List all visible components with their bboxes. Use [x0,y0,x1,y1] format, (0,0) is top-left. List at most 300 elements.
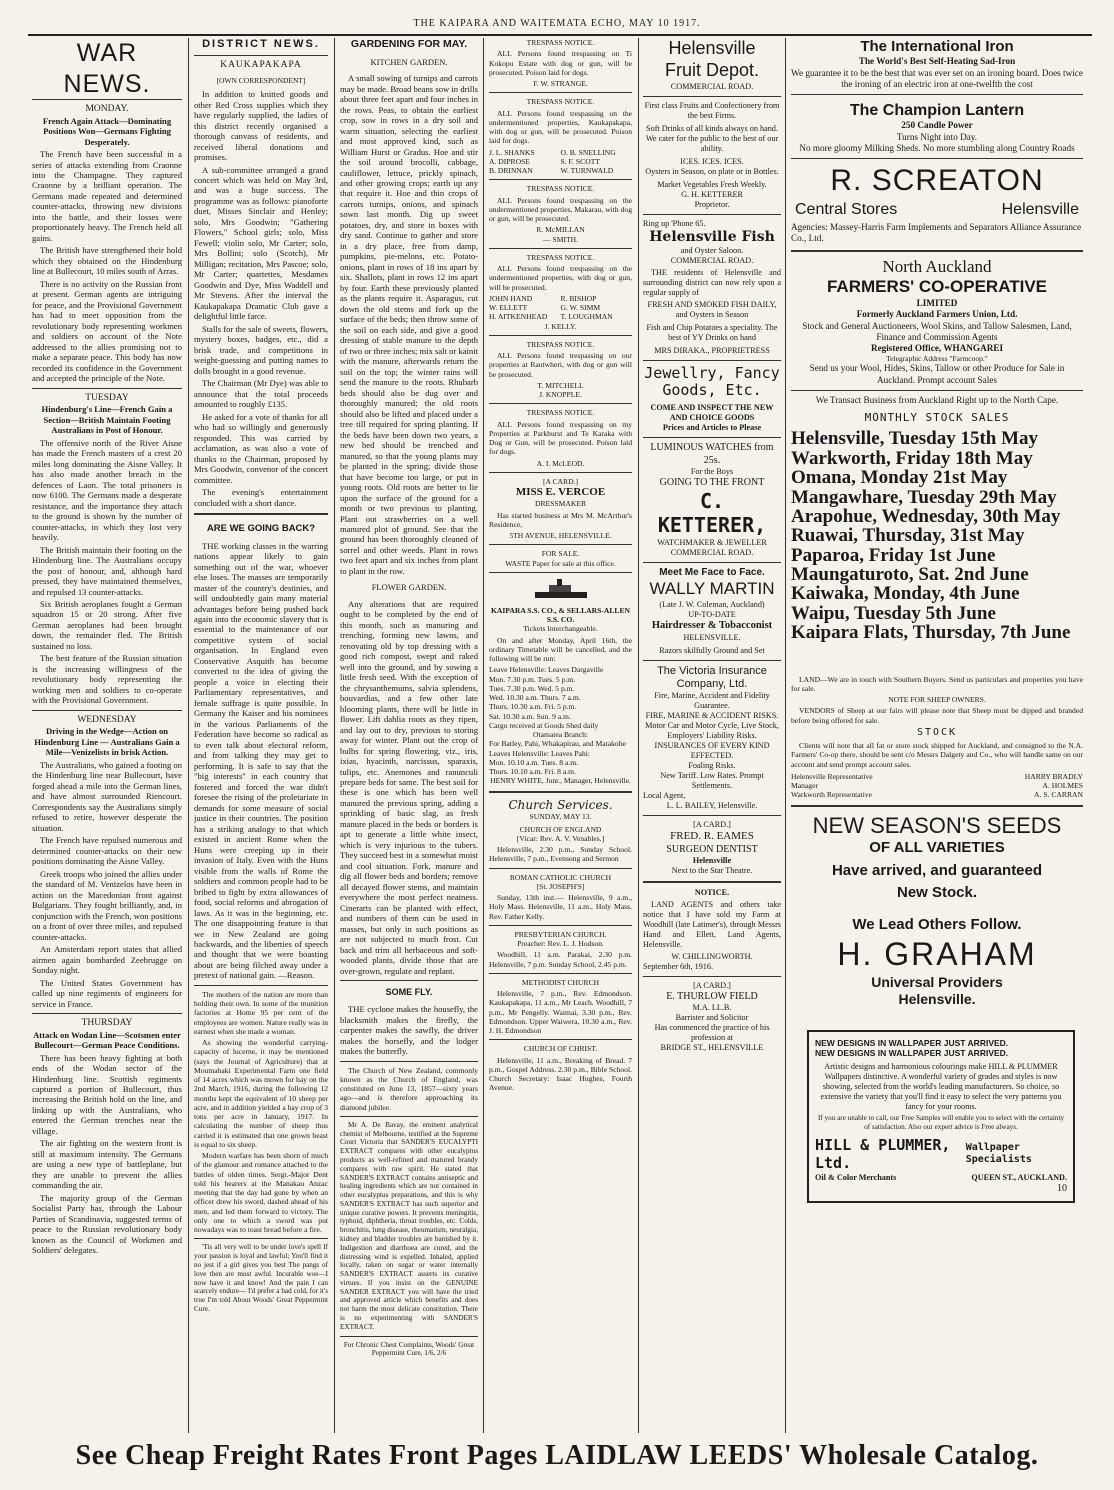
paragraph: There is no activity on the Russian front at present. German agents are intriguing for peace, and the Provisional Government has had to meet opposition from the revolutionary body representing workmen and soldiers on account of the Note addressed to the allies promising not to make a separate peace. This body has now recorded its confidence in the Government and accepted the principle of the Note. [32,278,182,384]
day-monday: MONDAY. [85,104,129,114]
ad-text: Prices and Articles to Please [662,423,762,433]
sale-item: Helensville, Tuesday 15th May [791,428,1039,450]
paragraph: The French have repulsed numerous and determined counter-attacks on their new positions dominating the Aisne Valley. [32,835,182,867]
notice-text: ALL Persons found trespassing on Ti Kokopu Estate with dog or gun, will be prosecuted. Poison laid for dogs. [489,49,632,77]
ad-text: Proprietor. [694,199,730,209]
ad-text: If you are unable to call, our Free Samples will enable you to select with the certainty of satisfaction. Also our expert advice is Free always. [817,1114,1065,1132]
paragraph: Greek troops who joined the allies under the standard of M. Venizelos have been in action on the Macedonian front against Bulgarians. They fought brilliantly, and, in conjunction with the French, won positions on a front of over three miles, and repulsed counter-attacks. [32,868,182,942]
ad-text: Turns Night into Day. [896,131,978,142]
divider [643,437,781,438]
divider [489,92,632,93]
divider [194,513,328,515]
ad-text: Helensville [692,855,732,865]
divider [489,925,632,926]
trespass-title: TRESPASS NOTICE. [526,38,595,47]
ad-text: and Oyster Saloon. [680,245,744,255]
card-label: [A CARD.] [693,820,731,830]
for-sale-title: FOR SALE. [541,549,580,559]
ad-text: NEW DESIGNS IN WALLPAPER JUST ARRIVED. [815,1048,1009,1059]
ad-text: Oil & Color Merchants [815,1172,897,1182]
church-name: METHODIST CHURCH [521,977,600,987]
ad-text: LUMINOUS WATCHES from 25s. [650,442,774,466]
name: J. KELLY. [544,321,577,331]
ad-text: L. L. BAILEY, Helensville. [666,801,758,811]
rep-role: Warkworth Representative [791,790,872,800]
sale-item: Mangawhare, Tuesday 29th May [791,486,1057,508]
subheading: KITCHEN GARDEN. [370,56,448,67]
sale-item: Kaiwaka, Monday, 4th June [791,583,1020,605]
vercoe-address: 5TH AVENUE, HELENSVILLE. [509,531,612,541]
name: H. AITKENHEAD [489,312,548,322]
ad-text: Stock and General Auctioneers, Wool Skins, and Tallow Salesmen, Land, Finance and Commission Agents [802,320,1072,342]
name: — SMITH. [542,234,579,244]
shipping-cargo: Cargo received at Goods Shed daily [489,720,599,730]
ad-text: Foaling Risks. [688,761,736,771]
divider [643,976,781,977]
ad-text: Send us your Wool, Hides, Skins, Tallow or other Produce for Sale in Auckland. Prompt account Sales [809,363,1065,385]
notice-date: September 6th, 1916. [643,961,714,971]
shipping-signature: HENRY WHITE, Junr., Manager, Helensville. [490,776,631,786]
address: BRIDGE ST., HELENSVILLE [660,1043,764,1053]
ad-text: We Lead Others Follow. [852,916,1022,934]
monthly-sales-title: MONTHLY STOCK SALES [864,411,1010,425]
going-back-title: ARE WE GOING BACK? [206,523,316,535]
rep-row [791,790,1083,799]
paragraph: He asked for a vote of thanks for all who had so willingly and generously responded. This was carried by acclamation, as was also a vote of thanks to the Chairman, proposed by Mrs Goodwin, convenor of the concert committee. [194,411,328,485]
jewellry-title: Jewellry, Fancy Goods, Etc. [644,363,780,400]
divider [489,179,632,180]
ad-text: Ring up 'Phone 65. [643,218,706,228]
trespass-title: TRESPASS NOTICE. [526,339,595,349]
shipping-sub: Tickets Interchangeable. [523,624,598,634]
paragraph: A small sowing of turnips and carrots may be made. Broad beans sow in drills about three feet apart and four inches in the rows. Peas, to obtain the earliest crop, sow in rows in a dry soil and warm situation, selecting the earliest and most approved kind, such as William Hurst or Gradus. Hoe and stir the soil around brocolli, cabbage, cauliflower, lettuce, prickly spinach, and other growing crops; earth up any that require it. Hoe and thin crops of carrots turnips, onions, and spinach sown last month. Dig up sweet potatoes, dry, and store in boxes with dry sand. Continue to gather and store in a dry place, free from damp, pumpkins, pie-melons, etc. Potato-onions, plant in rows of 18 ins apart by six. Shallots, plant in rows 12 ins apart by four. Earth these previously planted as the plants require it. Asparagus, cut down the old stems and fork up the surface of the beds; then throw some of the soil on each side, and give a good dressing of stable manure to the depth of two or three inches; mix salt or kainit with the manure, afterwards return the soil on the top; the winter rains will send the manure to the roots. Rhubarb beds should also be dug over and thoroughly manured; the old roots should also be lifted and placed under a tree till required for spring planting. If the beds have been down two years, a new bed should be trenched and manured, so that the young plants may be planted in the spring; divide those that have become too large, or put in young roots. Old roots are better to lie upon the surface of the ground for a month or two previous to planting. Plant out strawberries on a well manured plot of ground. See that the ground has been thoroughly cleaned of sorrel and other weeds. Plant in rows two feet apart and six inches from plant to plant in the row. [340,73,478,576]
ad-text: Soft Drinks of all kinds always on hand. [646,123,778,133]
paragraph: THE working classes in the warring nations appear likely to gain something out of the war, whoever else loses. The masses are temporarily master of the country's destinies, and will undoubtedly gain many material advantages before being pushed back again into the economic slavery that is essential to the maintenance of our competitive system of social organisation. In England even Conservative Asquith has become converted to the idea of giving the people a voice in electing their Parliamentary representatives, and female suffrage is quite possible. In Germany the Kaiser and his nominees in the various Parliaments of the Federation have become so radical as to even talk about electoral reform, and from talking they may get to performing. It is safe to say that the "big interests" in each country that fostered and forced the war didn't foresee the rising of the proletariate in demands for some measure of social justice in their countries. The position has a striking analogy to that which existed in ancient Rome when the Huns were creeping up in their invasion of Italy. Even with the Huns visible from the walls of Rome the soldiers and common people had to be bribed to fight by extra allowances of food, social reforms and abrogation of laws. As it was in the beginning, etc. The one disappointing feature is that we in New Zealand are going backwards, and the liberties of speech and thought that we were boasting about are being filched away under a pretext of national gain. —Reason. [194,540,328,981]
divider [643,214,781,215]
ad-text: UP-TO-DATE [688,609,736,619]
address: COMMERCIAL ROAD. [670,547,754,557]
divider [791,390,1083,391]
proprietor-name: MRS DIRAKA., PROPRIETRESS [654,345,770,355]
ad-text: ICES. ICES. ICES. [680,156,744,166]
divider [643,881,781,883]
ad-text: INSURANCES OF EVERY KIND EFFECTED. [654,741,770,761]
page-number: 10 [1057,1182,1067,1194]
sale-item: Warkworth, Friday 18th May [791,447,1033,469]
paragraph: Six British aeroplanes fought a German squadron 15 or 20 strong. After five German aeroplanes had been brought down, the remainder fled. The British sustained no loss. [32,598,182,651]
divider [489,403,632,404]
paragraph: Stalls for the sale of sweets, flowers, mystery boxes, badges, etc., did a brisk trade, and competitions in weight-guessing and putting names to dolls brought in a good revenue. [194,323,328,376]
byline: [OWN CORRESPONDENT] [216,75,306,85]
timetable-row: Tues. 7.30 p.m. Wed. 5 p.m. [489,683,575,693]
sale-item: Omana, Monday 21st May [791,467,1008,489]
name-list [489,148,632,176]
rep-role: Helensville Representative [791,771,873,781]
sale-item: Ruawai, Thursday, 31st May [791,525,1025,547]
name: W. TURNWALD [560,166,614,175]
name: S. F. SCOTT [560,156,600,166]
rep-name: A. S. CARRAN [1034,790,1083,800]
stock-title: STOCK [916,726,958,738]
paragraph: THE cyclone makes the housefly, the blacksmith makes the firefly, the carpenter makes the sawfly, the driver makes the horsefly, and the lodger makes the butterfly. [340,1004,478,1057]
rep-row [791,781,1083,790]
paragraph: In addition to knitted goods and other Red Cross supplies which they have regularly supplied, the ladies of this district recently organised a thorough canvass of residents, and received liberal donations and promises. [194,89,328,163]
church-date: SUNDAY, MAY 13. [529,812,592,822]
ad-text: No more gloomy Milking Sheds. No more stumbling along Country Roads [799,142,1075,153]
ad-text: NEW DESIGNS IN WALLPAPER JUST ARRIVED. [815,1037,1009,1048]
divider [32,710,182,711]
masthead: THE KAIPARA AND WAITEMATA ECHO, MAY 10 1917. [413,18,701,29]
divider [791,94,1083,95]
ad-text: New Tariff. Low Rates. Prompt Settlements. [660,771,764,791]
divider [194,55,328,56]
victoria-title: The Victoria Insurance Company, Ltd. [657,664,767,690]
fish-saloon-title: Helensville Fish [649,228,775,245]
address: COMMERCIAL ROAD. [670,255,754,265]
timetable-row: Mon. 7.30 p.m. Tues. 5 p.m. [489,674,576,684]
for-sale-text: WASTE Paper for sale at this office. [505,558,616,568]
timetable-row: Mon. 10.10 a.m. Tues. 8 a.m. [489,757,579,767]
hill-plummer-sub [815,1173,1067,1183]
column-divider [188,38,189,1433]
divider [791,158,1083,159]
ad-text: FIRE, MARINE & ACCIDENT RISKS. [645,711,779,721]
divider [489,868,632,869]
card-label: [A CARD.] [542,476,579,486]
ad-text: Motor Car and Motor Cycle, Live Stock, Employers' Liability Risks. [645,721,779,741]
notice-title: NOTICE. [694,887,730,897]
ad-text: We cater for the public to the best of our ability. [645,133,779,153]
ad-text: THE residents of Helensville and surrounding district can now rely upon a regular supply of [643,267,781,297]
divider [32,1013,182,1014]
ad-text: Oysters in Season, on plate or in Bottles. [645,166,779,176]
ad-text: M.A. LL.B. [692,1003,732,1013]
ad-text: Agencies: Massey-Harris Farm Implements and Separators Alliance Assurance Co., Ltd. [791,222,1082,244]
headline: French Again Attack—Dominating Positions Won—Germans Fighting Desperately. [42,115,172,147]
paragraph: The French have been successful in a series of attacks extending from Craonne into the Champagne. They captured Craonne by a brilliant operation. The Germans made repeated and determined counter-attacks, throwing new divisions into the battle, and their losses were proportionately heavy. The French held all gains. [32,149,182,243]
divider [340,1116,478,1117]
trespass-title: TRESPASS NOTICE. [526,184,595,194]
ad-text: Artistic designs and harmonious colourings make HILL & PLUMMER Wallpapers distinctive. A wonderful variety of grades and styles is now showing, selected from the world's leading manufacturers. So choice, so extensive the variety that you'll find it easy to select the very patterns you fancy for your rooms. [820,1062,1062,1112]
sale-list [791,429,1083,642]
divider [489,791,632,793]
screaton-subline [791,200,1083,220]
paragraph: Any alterations that are required ought to be completed by the end of this month, such as manuring and trenching, forming new lawns, and renovating old by top dressing with a good rich compost, swept and raked well into the ground, and by sowing a little fresh seed. With the exception of the chrysanthemums, salvia splendens, bouvardias, and a few other late blooming plants, there will be little in flower. Lift dahlia roots as they ripen, and lay out to dry, previous to storing away for winter. Plant out the crop of bulbs for spring flowering, viz., iris, ixias, hyacinth, narcissus, sparaxis, tulips, etc. Anemones and ranunculi prepare beds for same. The best soil for these is one which has been well manured the previous spring, adding a sprinkling of basic slag, as fresh manure placed in the beds or borders is apt to generate a little white insect, which is very injurious to the tubers. They succeed best in a somewhat moist and cool situation. Fork, manure and dig all flower beds and borders; remove all decayed flower stems, and maintain everywhere the most perfect neatness. Cinerarts can be planted with effect, and numbers of them can be used in masses, but only in such positions as are not subjected to much frost. Cut back and trim all herbaceous and soft-wooded plants, divide those that are over-grown, regulate and replant. [340,598,478,976]
name: J. KNOPPLE. [539,390,582,399]
headline: Driving in the Wedge—Action on Hindenburg Line — Australians Gain a Mile—Venizelists in brisk Action. [34,726,180,758]
ad-text: LAND—We are in touch with Southern Buyers. Send us particulars and properties you have for sale. [791,674,1083,693]
divider [340,1336,478,1337]
ad-text: WATCHMAKER & JEWELLER [657,537,767,547]
trespass-title: TRESPASS NOTICE. [526,408,595,418]
advert-line: For Chronic Chest Complaints, Woods' Great Peppermint Cure, 1/6, 2/6 [343,1340,475,1358]
ad-text: 250 Candle Power [901,120,973,131]
church-sub: Preacher: Rev. L. J. Hodson. [517,939,604,949]
sale-item: Waipu, Tuesday 5th June [791,602,996,624]
paragraph: The air fighting on the western front is still at maximum intensity. The Germans are using a new type of battleplane, but they are unable to prevent the allies commanding the air. [32,1138,182,1191]
subheading: FLOWER GARDEN. [371,582,447,593]
divider [194,1238,328,1239]
name: JOHN HAND [489,293,533,303]
timetable-row: Wed. 10.30 a.m. Thurs. 7 a.m. [489,693,581,703]
rep-name: A. HOLMES [1042,781,1083,790]
ad-text: and Oysters in Season [675,309,749,319]
paragraph: The Australians, who gained a footing on the Hindenburg line near Bullecourt, have forged ahead a mile into the German lines, and have almost surrounded Riencourt. Correspondents say the Australians simply refused to retire, however desperate the situation. [32,759,182,833]
ad-text: Market Vegetables Fresh Weekly. [657,179,767,189]
paragraph: The mothers of the nation are more than holding their own. In some of the munition factories at Home 95 per cent of the employees are women. Nature really was in earnest when she made a woman. [194,989,328,1036]
church-sub: [St. JOSEPH'S] [536,881,585,891]
ad-text: Hairdresser & Tobacconist [651,619,773,631]
subheading: KAUKAPAKAPA [220,60,302,71]
sale-item: Paparoa, Friday 1st June [791,544,996,566]
seeds-title: NEW SEASON'S SEEDS [812,812,1062,838]
trespass-title: TRESPASS NOTICE. [526,97,595,107]
ad-text: Have arrived, and guaranteed [831,861,1043,879]
name: T. LOUGHMAN [560,312,613,322]
ad-text: The World's Best Self-Heating Sad-Iron [858,56,1016,67]
notice-text: LAND AGENTS and others take notice that I have sold my Farm at Woodhill (late Latimer's), through Messrs Hand and Ellett, Land Agents, Helensville. [643,899,781,949]
name: J. L. SHANKS [489,147,535,157]
day-tuesday: TUESDAY [85,392,129,403]
notice-text: ALL Persons found trespassing on our properties at Rautwheri, with dog or gun will be prosecuted. [489,351,632,379]
ad-text: Helensville. [898,990,976,1007]
church-text: Helensville, 7 p.m., Rev. Edmondson. Kaukapakapa, 11 a.m., Mr Leach. Woodhill, 7 p.m., Mr Pengelly. Waimai, 3.30 p.m., Rev. Edmondson. Upper Waiwera, 10.30 a.m., Rev. J. H. Edmondson [489,989,632,1036]
name: R. BISHOP [560,293,597,303]
ad-text: (Late J. W. Coleman, Auckland) [659,599,765,609]
ad-text: For the Boys [690,466,734,476]
some-fly-title: SOME FLY. [385,987,433,998]
name: B. DRINNAN [489,166,533,175]
name: O. B. SNELLING [560,147,616,157]
proprietor-name: G. H. KETTERER [681,189,743,199]
ad-text: Central Stores [795,200,898,218]
day-thursday: THURSDAY [81,1018,133,1028]
shipping-text: On and after Monday, April 16th, the ordinary Timetable will be cancelled, and the following will be run: [489,635,632,664]
column-war-news [32,38,182,1433]
church-text: Sunday, 13th inst.— Helensville, 9 a.m., Holy Mass. Helensville, 11 a.m., Holy Mass. Rev. Father Kelly. [489,893,632,921]
rep-role: Manager [791,781,818,790]
shipping-batley: For Batley, Pahi, Whakapirau, and Matakohe [489,739,626,749]
divider [791,805,1083,807]
day-wednesday: WEDNESDAY [77,714,137,725]
paragraph: The Church of New Zealand, commonly known as the Church of England, was constituted on June 13, 1857—sixty years ago—and is therefore approaching its diamond jubilee. [340,1065,478,1112]
ad-text: COME AND INSPECT THE NEW AND CHOICE GOODS [650,403,774,423]
lantern-title: The Champion Lantern [849,101,1025,119]
district-news-title: DISTRICT NEWS. [202,38,320,50]
ad-text: Fire, Marine, Accident and Fidelity Guarantee. [654,691,770,711]
column-main-ads [791,38,1083,1433]
ad-text: Local Agent, [643,791,686,801]
paragraph: There has been heavy fighting at both ends of the Wodan sector of the Hindenburg line. Scottish regiments captured a portion of Bullecourt, thus increasing the British hold on the line, and linking up with the Australians, who entered the German trenches near the village. [32,1052,182,1136]
church-text: Woodhill, 11 a.m. Parakai, 2.30 p.m. Helensville, 7 p.m. Sunday School, 2.45 p.m. [489,950,632,969]
rep-name: HARRY BRADLY [1024,771,1083,781]
divider [489,572,632,573]
signature: W. CHILLINGWORTH. [671,951,753,961]
column-divider [638,38,639,1433]
notice-text: ALL Persons found trespassing on my Properties at Parkhurst and Te Karaka with Dog or Gun, will be prosecuted. Poison laid for dogs. [489,419,632,457]
address: COMMERCIAL ROAD. [670,81,754,91]
ketterer-name: C. KETTERER, [657,489,767,538]
card-label: [A CARD.] [693,980,731,990]
farmers-title: North Auckland [882,256,992,276]
divider [643,96,781,97]
wally-martin-name: WALLY MARTIN [649,579,775,599]
column-divider [334,38,335,1433]
vercoe-name: MISS E. VERCOE [515,486,606,498]
ad-text: LIMITED [916,298,958,309]
divider [643,815,781,816]
ad-text: Has commenced the practice of his profession at [654,1023,770,1043]
ad-text: Barrister and Solicitor [675,1013,749,1023]
ad-text: We Transact Business from Auckland Right up to the North Cape. [815,394,1059,405]
trespass-title: TRESPASS NOTICE. [526,252,595,262]
paragraph: A sub-committee arranged a grand concert which was held on May 3rd, and was a huge success. The programme was as follows: pianoforte duet, Misses Sinclair and Henley; solo, Mrs Goodwin; "Gathering Flowers," School girls; solo, Miss Fewell; violin solo, Mr Carter; solo, Mrs Bollini; solo (Scotch), Mr Milligan; recitation, Mrs Pascoe; solo, Mr Carter; quartettes, Mesdames Goodwin and Dye, Miss Waddell and Mr Stevens. After the interval the Kaukapakapa Dramatic Club gave a delightful little farce. [194,164,328,322]
signature: A. I. McLEOD. [536,458,585,468]
ad-text: QUEEN ST., AUCKLAND. [971,1172,1067,1182]
notice-text: ALL Persons found trespassing on the undermentioned properties, with dog or gun, will be prosecuted. [489,264,632,292]
paragraph: The Chairman (Mr Dye) was able to announce that the total proceeds amounted to roughly £135. [194,378,328,410]
shipping-leave: Leave Helensville: Leaves Dargaville [489,665,604,675]
headline: Attack on Wodan Line—Scotsmen enter Bullecourt—German Peace Conditions. [33,1029,181,1051]
name: R. McMILLAN [536,225,585,235]
fruit-depot-title: Fruit Depot. [664,59,760,80]
spacer [791,643,1083,673]
screaton-title: R. SCREATON [830,164,1044,198]
divider [791,250,1083,252]
column-local-ads [643,38,781,1433]
ad-text: GOING TO THE FRONT [659,476,765,488]
rep-row [791,772,1083,781]
war-news-title: WAR NEWS. [32,38,182,100]
sale-item: Maungaturoto, Sat. 2nd June [791,564,1029,586]
sander-advert: Mr A. De Bavay, the eminent analytical chemist of Melbourne, testified at the Supreme Court Victoria that SANDER'S EUCALYPTI EXTRACT compares with other eucalyptus products as well-refined and matured brandy compares with raw spirit. He stated that SANDER'S EXTRACT contains antiseptic and healing ingredients which are not contained in other eucalyptus preparations, and this is why SANDER'S EXTRACT has such superior and unique curative powers. It prevents meningitis, typhoid, diphtheria, throat troubles, etc. Colds, bronchitis, lung disease, rheumatism, neuralgia, kidney and bladder troubles are banished by it. Indigestion and diarrhoea are cured, and the distressing wind is expelled. Inhaled, applied locally, taken on sugar or water internally SANDER'S EXTRACT asserts its curative virtues. If you insist on the GENUINE SANDER EXTRACT you will have the tried and approved article which benefits and does not harm the most delicate constitution. There is no experimenting with SANDER'S EXTRACT. [340,1120,478,1331]
church-text: Helensville, 2.30 p.m., Sunday School. Helensville, 7 p.m., Evensong and Sermon [489,845,632,864]
ad-text: We guarantee it to be the best that was ever set on an ironing board. Does twice the ironing of an electric iron at one-twelfth the cost [791,67,1083,89]
wallpaper-ad [807,1030,1075,1203]
ad-text: Universal Providers [871,973,1003,990]
graham-title: H. GRAHAM [837,935,1037,972]
name-list [489,294,632,322]
column-notices [489,38,632,1433]
farmers-title: FARMERS' CO-OPERATIVE [826,277,1048,297]
paragraph: The United States Government has called up nine regiments of engineers for service in France. [32,977,182,1009]
gardening-title: GARDENING FOR MAY. [350,38,468,50]
column-divider [785,38,786,1433]
church-name: CHURCH OF ENGLAND [519,824,602,834]
ad-text: Wallpaper Specialists [965,1141,1032,1166]
iron-title: The International Iron [860,38,1014,55]
paragraph: The evening's entertainment concluded with a short dance. [194,487,328,508]
divider [643,360,781,361]
shipping-branch: Otamatea Branch: [532,730,589,740]
church-name: PRESBYTERIAN CHURCH. [514,929,607,939]
ad-text: Meet Me Face to Face. [659,566,765,578]
paragraph: Modern warfare has been shorn of much of the glamour and romance attached to the battles of olden times. Sergt.-Major Dent told his hearers at the Manakau Anzac meeting that the day had gone by when an officer drew his sword, dashed ahead of his men, and led them forward to victory. The only one to which a sword was put nowadays was to toast bread before a fire. [194,1151,328,1235]
barrister-name: E. THURLOW FIELD [666,990,758,1002]
notice-text: ALL Persons found trespassing on the undermentioned properties, Kaukapakapa, with dog or gun, will be prosecuted. Poison laid for dogs. [489,108,632,146]
timetable-row: Sat. 10.30 a.m. Sun. 9 a.m. [489,711,571,721]
divider [340,1061,478,1062]
ad-text: OF ALL VARIETIES [869,839,1005,857]
paragraph: The British have strengthened their hold which they obtained on the Hindenburg line at Bullecourt, 10 miles south of Arras. [32,245,182,277]
ad-text: Fish and Chip Potatoes a speciality. The best of YY Drinks on hand [646,322,778,342]
paragraph: As showing the wonderful carrying-capacity of lucerne, it may be mentioned (says the Journal of Agriculture) that at Moumahaki Experimental Farm one field of 14 acres which was mown for hay on the 2nd March, 1916, during the following 12 months kept the equivalent of 10 sheep per acre, and in addition yielded a hay crop of 3 tons per acre in January, 1917. In calculating the number of sheep thus carried it is estimated that one grown beast is equal to six sheep. [194,1038,328,1149]
ad-text: VENDORS of Sheep at our fairs will please note that Sheep must be dipped and branded before being offered for sale. [791,706,1083,725]
divider [489,248,632,249]
church-name: CHURCH OF CHRIST. [523,1044,598,1054]
hill-plummer-name: HILL & PLUMMER, Ltd. [815,1135,951,1173]
notice-text: Has started business at Mrs M. McArthur's Residence, [489,510,632,529]
ad-text: Telegraphic Address "Farmcoop." [886,354,988,364]
ad-text: New Stock. [896,883,978,901]
ad-text: Clients will note that all fat or store stock shipped for Auckland, and consigned to the N.A. Farmers' Co-op there, should be sent c/o Messrs Dalgety and Co., who will handle same on our account and send prompt account sales. [791,741,1083,769]
paragraph: An Amsterdam report states that allied airmen again bombarded Zeebrugge on Sunday night. [32,944,182,976]
fruit-depot-name: Helensville [668,38,756,58]
ad-text: Razors skilfully Ground and Set [659,645,765,655]
column-divider [483,38,484,1433]
ad-text: Next to the Star Theatre. [671,865,753,875]
sale-item: Arapohue, Wednesday, 30th May [791,505,1061,527]
ad-text: NOTE FOR SHEEP OWNERS. [888,695,986,705]
ad-text: SURGEON DENTIST [666,843,758,855]
address: HELENSVILLE. [683,632,741,642]
bottom-banner: See Cheap Freight Rates Front Pages LAIDLAW LEEDS' Wholesale Catalog. [75,1440,1039,1471]
paragraph: The majority group of the German Socialist Party has, through the Labour Parties of Scandinavia, suggested terms of peace to the Russian revolutionary body known as the Council of Workmen and Soldiers' delegates. [32,1192,182,1256]
divider [489,973,632,974]
divider [489,1039,632,1040]
ad-text: Helensville [1001,200,1079,218]
paragraph: The offensive north of the River Aisne has made the French masters of a crest 20 miles long dominating the Aisne Valley. It has also made another breach in the defences of Laon. The total prisoners is now 6100. The Germans made a desperate resistance, and the importance they attach to the ground is shown by the number of counter-attacks, in which they lost very heavily. [32,437,182,543]
timetable-row: Thurs. 10.30 a.m. Fri. 5 p.m. [489,702,577,712]
name: T. MITCHELL [537,380,584,390]
timetable-row: Leaves Helensville: Leaves Pahi: [489,748,591,758]
sale-item: Kaipara Flats, Thursday, 7th June [791,622,1071,644]
poem-advert: 'Tis all very well to be under love's spell If your passion is loyal and lawful; You'll find it no jest if a girl gives you best The pangs of love then are most awful. Incurable woe—I now have it and know! And the pain I can scarcely endure— I'd prefer a bad cold, for it's true I'm told About Woods' Great Peppermint Cure. [194,1243,328,1313]
shipping-title: KAIPARA S.S. CO., & SELLARS-ALLEN S.S. CO. [490,605,631,625]
divider [643,562,781,563]
name: G. W. SIMM [560,303,601,312]
divider [32,388,182,389]
top-rule [28,34,1092,36]
divider [194,985,328,986]
notice-text: ALL Persons found trespassing on the undermentioned properties, Makarau, with dog or gun, will be prosecuted. [489,195,632,223]
church-services-title: Church Services. [508,797,613,812]
headline: Hindenburg's Line—French Gain a Section—British Maintain Footing Australians in Post of Honour. [41,404,173,436]
church-sub: [Vicar: Rev. A. V. Venables.] [516,833,605,843]
paragraph: The British maintain their footing on the Hindenburg line. The Australians occupy the post of honour, and, although hard pressed, they have maintained themselves, and repulsed 13 counter-attacks. [32,544,182,597]
steamship-icon [531,577,591,603]
timetable-row: Thurs. 10.10 a.m. Fri. 8 a.m. [489,767,576,777]
name: W. ELLETT [489,303,528,312]
dentist-name: FRED. R. EAMES [670,830,754,843]
divider [340,980,478,981]
vercoe-trade: DRESSMAKER [534,499,587,509]
ad-text: Registered Office, WHANGAREI [870,343,1004,354]
church-name: ROMAN CATHOLIC CHURCH [509,872,612,882]
ad-text: Formerly Auckland Farmers Union, Ltd. [856,309,1018,320]
divider [489,472,632,473]
divider [489,544,632,545]
name: A. DIPROSE [489,156,530,166]
ad-text: FRESH AND SMOKED FISH DAILY, [647,299,777,309]
church-text: Helensville, 11 a.m., Breaking of Bread. 7 p.m., Gospel Address. 2.30 p.m., Bible School. Church Secretary: Isaac Hughes, Fourth Avenue. [489,1055,632,1093]
ad-text: First class Fruits and Confectionery from the best Firms. [644,100,780,120]
column-district-news [194,38,328,1433]
column-gardening [340,38,478,1433]
signature: F. W. STRANGE. [533,79,588,88]
hill-plummer-line [815,1136,1067,1173]
divider [489,335,632,336]
